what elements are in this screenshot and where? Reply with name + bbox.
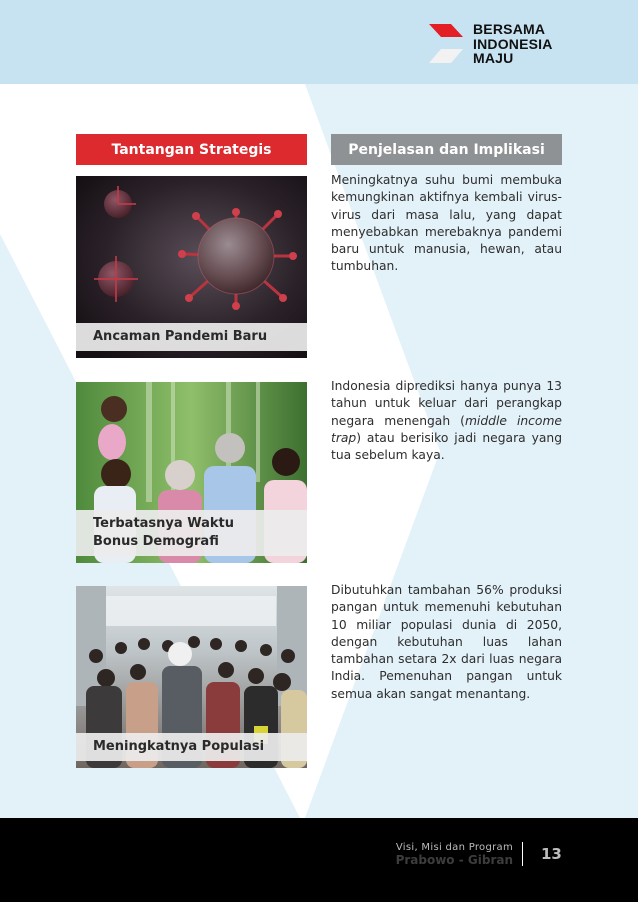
page-number: 13 bbox=[541, 845, 562, 863]
challenges-header: Tantangan Strategis bbox=[76, 134, 307, 165]
brand-logo bbox=[429, 22, 579, 66]
demographic-label-line-2: Bonus Demografi bbox=[93, 534, 219, 549]
implications-header: Penjelasan dan Implikasi bbox=[331, 134, 562, 165]
pandemic-description: Meningkatnya suhu bumi membuka kemungkinan aktifnya kembali virus-virus dari masa lalu, yang dapat menyebabkan merebaknya pandemi baru untuk manusia, hewan, atau tumbuhan. bbox=[331, 173, 562, 274]
footer-title: Visi, Misi dan Program bbox=[395, 842, 513, 853]
demographic-text-italic: middle income trap bbox=[331, 413, 562, 445]
brand-line-1: BERSAMA bbox=[473, 21, 546, 37]
population-label bbox=[76, 733, 307, 761]
pandemic-label-text: Ancaman Pandemi Baru bbox=[93, 329, 268, 344]
brand-line-3: MAJU bbox=[473, 50, 514, 66]
brand-line-2: INDONESIA bbox=[473, 35, 553, 52]
pandemic-card bbox=[76, 176, 307, 358]
demographic-text-before: Indonesia diprediksi hanya punya 13 tahun untuk keluar dari perangkap negara menengah ( bbox=[331, 379, 562, 428]
demographic-label bbox=[76, 510, 307, 556]
footer-divider bbox=[522, 842, 523, 866]
brand-arrow-icon bbox=[429, 23, 465, 63]
demographic-card bbox=[76, 382, 307, 563]
population-card bbox=[76, 586, 307, 768]
brand-name bbox=[473, 22, 583, 66]
demographic-label-line-1: Terbatasnya Waktu bbox=[93, 516, 234, 531]
population-description: Dibutuhkan tambahan 56% produksi pangan untuk memenuhi kebutuhan 10 miliar populasi dunia di 2050, dengan kebutuhan luas lahan tambahan setara 2x dari luas negara India. Pemenuhan pangan untuk semua akan sangat menantang. bbox=[331, 583, 562, 701]
population-label-text: Meningkatnya Populasi bbox=[93, 739, 265, 754]
footer-candidates: Prabowo - Gibran bbox=[395, 853, 513, 867]
demographic-text-after: ) atau berisiko jadi negara yang tua sebelum kaya. bbox=[331, 430, 562, 463]
pandemic-label bbox=[76, 323, 307, 351]
demographic-description bbox=[331, 378, 562, 464]
